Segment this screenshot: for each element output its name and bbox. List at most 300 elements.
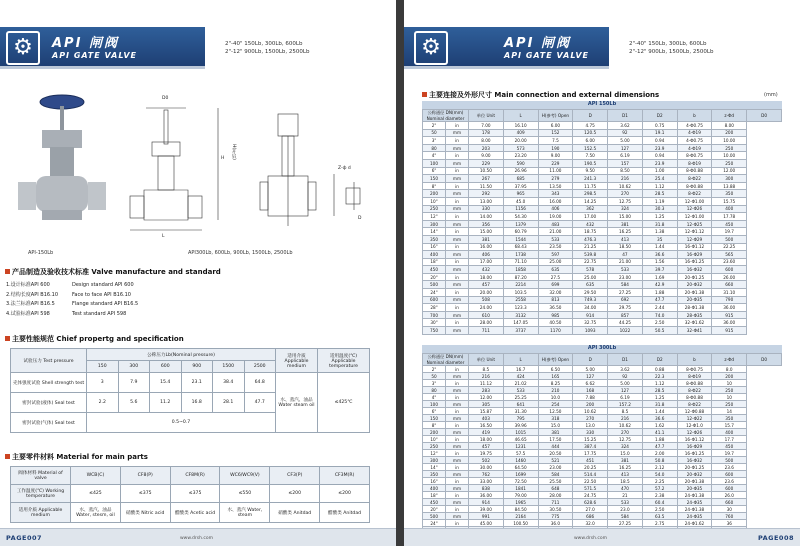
size-cell: 10" [423,436,446,443]
table-cell: 8-Φ0.88 [677,182,712,190]
table-cell: 6.19 [608,394,643,401]
table-cell: 1379 [503,220,538,228]
table-cell: 8-Φ0.88 [677,380,712,387]
class-cell: 150 [87,361,119,373]
table-cell: 27.25 [608,289,643,297]
table-cell: 12-Φ1.12 [677,228,712,236]
table-cell: 37.95 [503,182,538,190]
mat-h2: 工作温度(℃) Working temperature [11,485,71,503]
table-cell: 23.50 [538,243,573,251]
table-cell: 15.00 [469,228,504,236]
table-cell: 641 [503,401,538,408]
table-cell: 74.0 [642,311,677,319]
cell: 23.1 [181,373,213,393]
column-header: L [503,110,538,122]
table-cell: 250 [712,401,747,408]
standard-item: 1.设计标准API 600 Design standard API 600 [6,282,134,288]
table-cell: 229 [538,159,573,167]
table-cell: 9.00 [538,152,573,160]
table-cell: 241.3 [573,175,608,183]
size-cell: 100 [423,401,446,408]
gate-valve-photo [14,92,110,242]
table-cell: 178 [469,129,504,137]
table-cell: 12-Φ1.0 [677,422,712,429]
table-cell: 15.0 [538,422,573,429]
cell: 2.2 [87,393,119,413]
table-row [423,213,782,221]
table-cell: 20-Φ1.25 [677,464,712,471]
mat-col: CF3M(R) [320,467,370,485]
size-cell: 14" [423,228,446,236]
table-row [423,513,782,520]
table-cell: 514.4 [573,471,608,478]
table-cell: 648 [538,485,573,492]
table-cell: 795 [503,415,538,422]
table-cell: 403 [469,415,504,422]
table-cell: 17.78 [712,213,747,221]
table-cell: 5.00 [608,137,643,145]
table-cell: 24.00 [469,304,504,312]
table-cell: 15.00 [608,213,643,221]
table-cell: 24-Φ35 [677,513,712,520]
label-h: H [221,156,225,161]
table-cell: 229 [469,159,504,167]
table-cell: 36.00 [712,304,747,312]
table-cell: 6.00 [538,122,573,130]
table-cell: 1841 [503,485,538,492]
table-cell: 628.6 [573,499,608,506]
table-row [423,152,782,160]
table-cell: 10.62 [608,422,643,429]
size-cell: 2" [423,122,446,130]
table-cell: 23.00 [608,273,643,281]
table-cell: 2.75 [642,520,677,527]
table-cell: 584 [538,471,573,478]
table-cell: 12-Φ26 [677,429,712,436]
column-header: H(参考) Open [538,354,573,366]
table-150lb [422,109,782,335]
standard-item: 4.试验标准API 598 Test standard API 598 [6,310,127,317]
table-cell: 18.5 [608,478,643,485]
table-cell: 19.75 [469,450,504,457]
class-cell: 300 [118,361,150,373]
size-cell: 24" [423,520,446,527]
table-cell: 1170 [538,327,573,335]
table-cell: 4-Φ0.75 [677,137,712,145]
website-text: www.drsh.com [574,536,608,541]
table-cell: 54.0 [642,471,677,478]
table-row [423,408,782,415]
temp-cell: ≤425℃ [318,373,370,433]
size-cell: 150 [423,415,446,422]
standard-item: 2.结构长度API B16.10 Face to face API B16.10 [6,291,131,298]
mat-cell: ≤200 [270,485,320,503]
table-cell: 12-Φ29 [677,235,712,243]
unit-cell: in [446,273,469,281]
column-header: z-Φd [712,110,747,122]
table-cell: 857 [608,311,643,319]
standards-heading: 产品制造及验收技术标准 Valve manufacture and standard [5,267,221,277]
label-l: L [162,234,165,239]
table-cell: 7.88 [573,394,608,401]
size-cell: 750 [423,327,446,335]
right-header-bar [404,27,609,69]
table-cell: 2.50 [642,319,677,327]
table-cell: 4-Φ0.75 [677,122,712,130]
table-cell: 20-Φ1.25 [677,273,712,281]
table-cell: 45.00 [469,520,504,527]
table-cell: 72.50 [503,478,538,485]
table-cell: 50.8 [642,457,677,464]
table-cell: 57.2 [642,485,677,492]
size-cell: 300 [423,220,446,228]
table-cell: 578 [573,266,608,274]
column-header: b [677,110,712,122]
unit-cell: mm [446,373,469,380]
table-cell: 24-Φ1.62 [677,520,712,527]
table-cell: 381 [469,235,504,243]
size-cell: 500 [423,281,446,289]
table-cell: 50.5 [642,327,677,335]
table-row [423,464,782,471]
company-logo-icon: ⚙ [414,31,448,65]
table-cell: 20.00 [469,289,504,297]
table-cell: 25.25 [503,394,538,401]
unit-cell: mm [446,471,469,478]
unit-cell: mm [446,429,469,436]
mat-cell: ≤200 [320,485,370,503]
table-cell: 8-Φ19 [677,159,712,167]
table-cell: 36.00 [469,492,504,499]
table-cell: 1.88 [642,436,677,443]
table-cell: 324 [608,205,643,213]
right-title-en: API GATE VALVE [504,51,590,60]
cell: 47.7 [244,393,276,413]
table-cell: 44.25 [608,319,643,327]
table-cell: 10.62 [573,408,608,415]
table-cell: 16-Φ1.12 [677,243,712,251]
table-cell: 11.50 [469,182,504,190]
size-cell: 50 [423,129,446,137]
table-cell: 8.5 [608,408,643,415]
size-cell: 6" [423,167,446,175]
table-cell: 1156 [503,205,538,213]
table-row [423,450,782,457]
unit-cell: mm [446,485,469,492]
table-cell: 600 [712,485,747,492]
table-cell: 660 [712,281,747,289]
table-cell: 19.00 [538,213,573,221]
table-cell: 17.00 [469,258,504,266]
table-cell: 424 [503,373,538,380]
table-cell: 60.4 [642,499,677,506]
size-cell: 50 [423,373,446,380]
table-cell: 31.30 [503,408,538,415]
mat-cell: ≤425 [71,485,121,503]
mat-cell: 醋酸类 Acetic acid [170,503,220,523]
table-cell: 350 [712,190,747,198]
mat-col: WCB(C) [71,467,121,485]
unit-cell: in [446,408,469,415]
table-row [423,422,782,429]
table-cell: 10.00 [712,152,747,160]
unit-cell: in [446,422,469,429]
table-cell: 444 [538,443,573,450]
mat-cell: 硝酸类 Anitdad [270,503,320,523]
table-cell: 16-Φ1.25 [677,258,712,266]
table-cell: 30.00 [469,464,504,471]
table-row [423,327,782,335]
table-cell: 92 [608,129,643,137]
mat-cell: 醋酸类 Anitdad [320,503,370,523]
page-number: PAGE007 [6,534,43,542]
table-cell: 60.79 [503,228,538,236]
table-cell: 32.0 [573,520,608,527]
table-cell: 25.50 [538,478,573,485]
table-cell: 1022 [608,327,643,335]
unit-cell: mm [446,129,469,137]
table-cell: 32.00 [538,289,573,297]
mat-h1: 阀体材料 Material of valve [11,467,71,485]
table-cell: 8.5 [469,366,504,373]
table-cell: 16-Φ1.25 [677,450,712,457]
table-cell: 54.30 [503,213,538,221]
table-cell: 152 [538,129,573,137]
table-cell: 600 [712,266,747,274]
table-cell: 362 [573,205,608,213]
table-cell: 20.25 [573,464,608,471]
left-size-range: 2"-40" 150Lb, 300Lb, 600Lb 2"-12" 900Lb, 1500Lb, 2500Lb [225,41,310,55]
table-cell: 21.02 [503,380,538,387]
table-cell: 775 [538,513,573,520]
table-cell: 330 [469,205,504,213]
table-cell: 432 [573,220,608,228]
table-cell: 760 [712,513,747,520]
size-cell: 8" [423,422,446,429]
table-cell: 25.00 [573,273,608,281]
table-row [423,129,782,137]
table-cell: 692 [608,296,643,304]
table-cell: 20-Φ32 [677,471,712,478]
table-row [423,182,782,190]
row-label: 密封试验(气体) Seal test [11,413,87,433]
table-cell: 2558 [503,296,538,304]
table-cell: 24-Φ1.38 [677,506,712,513]
table-row [423,296,782,304]
table-cell: 250 [712,387,747,394]
table-cell: 26.0 [712,492,747,499]
label-h-open: H(开启) [231,144,236,160]
table-cell: 413 [608,471,643,478]
table-row [423,443,782,450]
table-cell: 432 [469,266,504,274]
table-cell: 31.8 [642,401,677,408]
unit-cell: mm [446,190,469,198]
table-cell: 47.7 [642,443,677,450]
table-cell: 10 [712,394,747,401]
table-cell: 26.00 [712,273,747,281]
table-cell: 324 [608,443,643,450]
table-cell: 9.50 [573,167,608,175]
technical-drawing [118,96,388,256]
table-cell: 47.7 [642,296,677,304]
table-row [423,520,782,527]
column-header: D0 [747,354,782,366]
table-cell: 2164 [503,513,538,520]
table-cell: 2.44 [642,304,677,312]
unit-cell: in [446,289,469,297]
table-cell: 13.00 [469,197,504,205]
table-cell: 1.25 [642,213,677,221]
table-cell: 762 [469,471,504,478]
table-cell: 36.0 [538,520,573,527]
cell: 7.9 [118,373,150,393]
table-cell: 165 [538,373,573,380]
table-cell: 2.38 [642,492,677,499]
table-cell: 635 [538,266,573,274]
table-row [423,319,782,327]
table-cell: 16-Φ1.12 [677,436,712,443]
table-cell: 12-Φ0.88 [677,408,712,415]
table-cell: 200 [573,401,608,408]
th-nominal: 公称压力Lb(Nominal pressure) [87,349,276,361]
size-cell: 16" [423,478,446,485]
table-cell: 20-Φ35 [677,485,712,492]
table-cell: 16-Φ32 [677,266,712,274]
table-cell: 16.25 [608,464,643,471]
table-cell: 406 [469,251,504,259]
table-cell: 31.8 [642,220,677,228]
right-page [404,0,800,546]
table-row [423,289,782,297]
mat-cell: ≤375 [120,485,170,503]
table-cell: 127 [608,144,643,152]
table-cell: 14.00 [469,213,504,221]
label-d0: D0 [162,96,169,101]
unit-cell: mm [446,144,469,152]
table-cell: 39.96 [503,422,538,429]
cell: 28.1 [213,393,245,413]
table-cell: 11.75 [573,182,608,190]
table-cell: 250 [712,144,747,152]
table-cell: 120.5 [573,129,608,137]
table-cell: 127 [573,373,608,380]
unit-cell: in [446,478,469,485]
size-cell: 18" [423,492,446,499]
size-cell: 250 [423,205,446,213]
table-cell: 71.10 [503,258,538,266]
th-test-pressure: 试验压力 Test pressure [11,349,87,373]
table-cell: 23.0 [608,506,643,513]
table-cell: 1965 [503,499,538,506]
table-cell: 16.10 [503,122,538,130]
mat-col: CF8M(R) [170,467,220,485]
unit-cell: mm [446,387,469,394]
table-cell: 965 [503,190,538,198]
table-row [423,387,782,394]
left-page [0,0,396,546]
table-cell: 5.00 [608,380,643,387]
unit-cell: in [446,436,469,443]
website-text: www.drsh.com [180,536,214,541]
table-row [423,235,782,243]
size-cell: 200 [423,429,446,436]
table-cell: 100.50 [503,520,538,527]
table-row [423,304,782,312]
drawing-caption: API300Lb, 600Lb, 900Lb, 1500Lb, 2500Lb [188,250,293,256]
table-cell: 13.50 [538,182,573,190]
table-cell: 8-Φ22 [677,175,712,183]
table-cell: 147.05 [503,319,538,327]
right-title-cn: API 闸阀 [504,36,571,51]
table-cell: 10.50 [469,167,504,175]
table-row [423,499,782,506]
table-cell: 254 [538,401,573,408]
table-row [423,197,782,205]
table-cell: 32-Φ1.62 [677,319,712,327]
mat-cell: 硝酸类 Nitric acid [120,503,170,523]
unit-cell: mm [446,175,469,183]
table-cell: 28.00 [538,492,573,499]
table-cell: 12.75 [608,436,643,443]
table-cell: 23.20 [503,152,538,160]
mat-cell: ≤375 [170,485,220,503]
table-cell: 283 [469,387,504,394]
size-cell: 150 [423,175,446,183]
unit-cell: in [446,394,469,401]
table-cell: 318 [538,415,573,422]
table-cell: 28-Φ35 [677,311,712,319]
table-cell: 103.5 [503,289,538,297]
table-cell: 21.25 [573,243,608,251]
table-cell: 356 [469,220,504,228]
size-cell: 700 [423,311,446,319]
table-cell: 20-Φ1.38 [677,289,712,297]
table-cell: 210 [538,387,573,394]
table-cell: 11.12 [469,380,504,387]
table-cell: 18.00 [469,273,504,281]
table-cell: 685 [503,175,538,183]
size-cell: 600 [423,296,446,304]
table-row [423,436,782,443]
table-cell: 413 [608,235,643,243]
column-header: 公称通径 DN(mm) Nominal diameter [423,110,469,122]
table-cell: 1015 [503,429,538,436]
table-cell: 8-Φ0.88 [677,394,712,401]
table-cell: 200 [712,373,747,380]
unit-cell: in [446,228,469,236]
table-row [423,228,782,236]
unit-cell: mm [446,281,469,289]
table-cell: 84.50 [503,506,538,513]
table-cell: 32.75 [573,319,608,327]
table-cell: 381 [608,220,643,228]
table-cell: 1.12 [642,380,677,387]
chief-spec-table [10,348,370,433]
table-cell: 7.50 [573,152,608,160]
table-cell: 21 [608,492,643,499]
table-cell: 4-Φ19 [677,129,712,137]
column-header: D2 [642,354,677,366]
cell: 5.6 [118,393,150,413]
size-cell: 80 [423,387,446,394]
table-cell: 1460 [503,457,538,464]
table-cell: 16-Φ29 [677,251,712,259]
dimensions-heading: 主要连接及外形尺寸 Main connection and external dimensions [422,90,659,100]
unit-cell: mm [446,235,469,243]
column-header: D0 [747,110,782,122]
unit-cell: in [446,122,469,130]
